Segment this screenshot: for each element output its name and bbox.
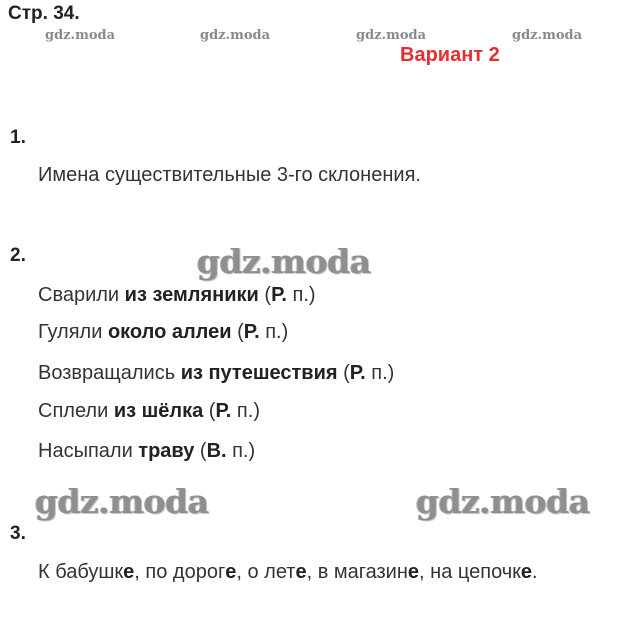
- case-abbr: Р.: [349, 362, 366, 384]
- task-1-text: Имена существительные 3-го склонения.: [38, 164, 421, 186]
- verb: Насыпали: [38, 440, 139, 462]
- watermark: gdz.moda: [45, 28, 116, 43]
- phrase: из земляники: [124, 284, 259, 306]
- watermark: gdz.moda: [200, 28, 271, 43]
- paren-close: п.): [231, 400, 260, 422]
- verb: Сплели: [38, 400, 114, 422]
- task-2-line: [38, 321, 288, 344]
- word-stem: К бабушк: [38, 561, 124, 583]
- paren-close: п.): [226, 440, 256, 462]
- watermark: gdz.moda: [356, 28, 427, 43]
- phrase: около аллеи: [107, 321, 232, 343]
- word-ending: е: [407, 561, 420, 583]
- verb: Сварили: [38, 284, 125, 306]
- phrase: из путешествия: [180, 362, 338, 384]
- paren-close: п.): [259, 321, 289, 343]
- task-3-text: [38, 561, 538, 584]
- separator: ,: [236, 561, 248, 583]
- paren-close: п.): [365, 362, 395, 384]
- word-ending: е: [123, 561, 135, 583]
- word-stem: по дорог: [145, 561, 226, 583]
- watermark: gdz.moda: [416, 482, 590, 521]
- word-stem: на цепочк: [430, 561, 521, 583]
- task-3-number: 3.: [10, 523, 26, 544]
- case-abbr: В.: [206, 440, 227, 462]
- paren-open: (: [231, 321, 244, 343]
- watermark: gdz.moda: [35, 482, 209, 521]
- verb: Гуляли: [38, 321, 108, 343]
- phrase: из шёлка: [113, 400, 204, 422]
- phrase: траву: [138, 440, 195, 462]
- verb: Возвращались: [38, 362, 181, 384]
- separator: .: [532, 561, 538, 583]
- watermark: gdz.moda: [512, 28, 583, 43]
- task-2-number: 2.: [10, 245, 26, 266]
- paren-open: (: [203, 400, 216, 422]
- watermark: gdz.moda: [197, 242, 371, 281]
- paren-open: (: [194, 440, 207, 462]
- case-abbr: Р.: [243, 321, 260, 343]
- paren-open: (: [258, 284, 272, 306]
- case-abbr: Р.: [271, 284, 287, 306]
- word-stem: в магазин: [317, 561, 408, 583]
- word-stem: о лет: [247, 561, 296, 583]
- word-ending: е: [295, 561, 307, 583]
- paren-open: (: [337, 362, 350, 384]
- paren-close: п.): [286, 284, 316, 306]
- separator: ,: [306, 561, 318, 583]
- task-2-line: [38, 284, 316, 307]
- separator: ,: [134, 561, 146, 583]
- case-abbr: Р.: [215, 400, 232, 422]
- separator: ,: [419, 561, 431, 583]
- task-2-line: [38, 362, 394, 385]
- page-label: Стр. 34.: [8, 3, 80, 24]
- word-ending: е: [225, 561, 237, 583]
- task-1-number: 1.: [10, 127, 26, 148]
- task-2-line: [38, 400, 260, 423]
- word-ending: е: [520, 561, 533, 583]
- task-2-line: [38, 440, 255, 463]
- variant-title: Вариант 2: [400, 44, 500, 66]
